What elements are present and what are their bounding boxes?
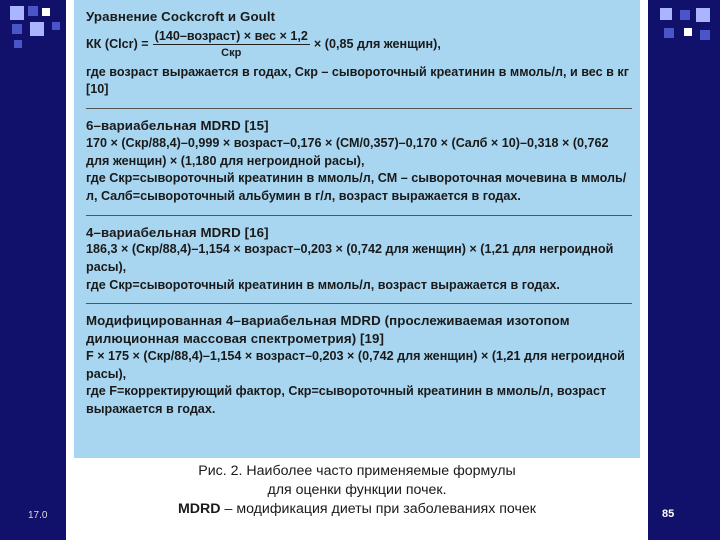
caption-line-1: Рис. 2. Наиболее часто применяемые формулы <box>198 463 516 479</box>
section-divider <box>86 215 632 216</box>
formula-mdrd4-modified: F × 175 × (Cкр/88,4)–1,154 × возраст–0,203 × (0,742 для женщин) × (1,21 для негроидной расы), <box>86 348 625 381</box>
decor-square <box>660 8 672 20</box>
section-title-mdrd4-modified: Модифицированная 4–вариабельная MDRD (прослеживаемая изотопом дилюционная массовая спектрометрия) [19] <box>86 313 570 347</box>
section-divider <box>86 303 632 304</box>
decor-square <box>684 28 692 36</box>
decor-square <box>680 10 690 20</box>
formula-figure <box>86 8 632 419</box>
section-title-cockcroft: Уравнение Cockcroft и Goult <box>86 9 276 24</box>
slide-page-number: 85 <box>662 508 675 520</box>
slide-date: 17.0 <box>28 510 48 521</box>
figure-caption <box>74 462 640 519</box>
decor-square <box>12 24 22 34</box>
formula-numerator: (140–возраст) × вес × 1,2 <box>154 29 308 44</box>
formula-denominator: Cкр <box>221 47 242 60</box>
section-text-mdrd4-modified: где F=корректирующий фактор, Cкр=сывороточный креатинин в ммоль/л, возраст выражается в годах. <box>86 384 607 416</box>
decor-square <box>664 28 674 38</box>
decor-square <box>52 22 60 30</box>
section-text-mdrd4: где Cкр=сывороточный креатинин в ммоль/л, возраст выражается в годах. <box>86 277 560 292</box>
section-divider <box>86 108 632 109</box>
section-text-mdrd6: где Cкр=сывороточный креатинин в ммоль/л, СМ – сывороточная мочевина в ммоль/л, Cалб=сывороточный альбумин в г/л, возраст выражается в годах. <box>86 171 627 203</box>
section-title-mdrd6: 6–вариабельная MDRD [15] <box>86 118 269 134</box>
formula-fraction <box>153 28 310 61</box>
decor-square <box>700 30 710 40</box>
section-text-cockcroft: где возраст выражается в годах, Cкр – сывороточный креатинин в ммоль/л, и вес в кг [10] <box>86 64 629 97</box>
decor-square <box>14 40 22 48</box>
decor-square <box>696 8 710 22</box>
decor-square <box>28 6 38 16</box>
caption-abbrev: MDRD <box>177 501 221 517</box>
section-title-mdrd4: 4–вариабельная MDRD [16] <box>86 224 269 240</box>
formula-lhs: КК (Clcr) = <box>86 36 149 51</box>
caption-line-2: для оценки функции почек. <box>267 482 447 498</box>
decor-square <box>30 22 44 36</box>
formula-mdrd6: 170 × (Cкр/88,4)–0,999 × возраст–0,176 × (СМ/0,357)–0,170 × (Cалб × 10)–0,318 × (0,762 для женщин) × (1,180 для негроидной расы), <box>86 135 609 168</box>
caption-definition: – модификация диеты при заболеваниях почек <box>220 501 537 517</box>
formula-mdrd4: 186,3 × (Cкр/88,4)–1,154 × возраст–0,203 × (0,742 для женщин) × (1,21 для негроидной расы), <box>86 242 614 275</box>
formula-rhs: × (0,85 для женщин), <box>313 36 441 51</box>
decor-square <box>10 6 24 20</box>
cockcroft-formula <box>86 26 632 64</box>
decor-square <box>42 8 50 16</box>
caption-line-3 <box>74 500 640 519</box>
